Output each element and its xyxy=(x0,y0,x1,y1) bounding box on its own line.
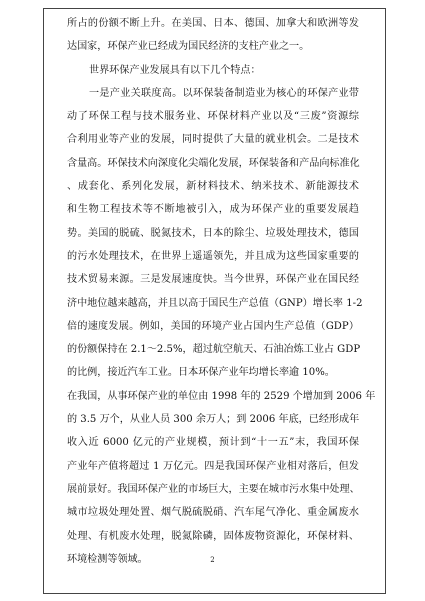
text-line: 城市垃圾处理处置、烟气脱硫脱硝、汽车尾气净化、重金属废水 xyxy=(67,507,359,519)
text-line: 和生物工程技术等不断地被引入，成为环保产业的重要发展趋 xyxy=(67,204,359,216)
text-line: 一是产业关联度高。以环保装备制造业为核心的环保产业带 xyxy=(89,87,359,99)
text-line: 动了环保工程与技术服务业、环保材料产业以及“三废”资源综 xyxy=(67,111,359,123)
text-line: 合利用业等产业的发展，同时提供了大量的就业机会。二是技术 xyxy=(67,134,359,146)
text-line: 环境检测等领域。 xyxy=(67,553,148,565)
page-number: 2 xyxy=(210,556,215,564)
text-line: 达国家，环保产业已经成为国民经济的支柱产业之一。 xyxy=(67,41,310,53)
text-line: 处理、有机废水处理，脱氮除磷，固体废物资源化，环保材料、 xyxy=(67,530,359,542)
document-body xyxy=(67,12,376,571)
text-line: 产业年产值将超过 1 万亿元。四是我国环保产业相对落后，但发 xyxy=(67,460,359,472)
text-line: 在我国，从事环保产业的单位由 1998 年的 2529 个增加到 2006 年 xyxy=(67,390,376,402)
text-line: 倍的速度发展。例如，美国的环境产业占国内生产总值（GDP） xyxy=(67,320,359,332)
section-heading: 世界环保产业发展具有以下几个特点： xyxy=(89,64,261,76)
text-line: 含量高。环保技术向深度化尖端化发展，环保装备和产品向标准化 xyxy=(67,157,360,169)
text-line: 的份额保持在 2.1～2.5%，超过航空航天、石油冶炼工业占 GDP xyxy=(67,344,361,356)
text-line: 技术贸易来源。三是发展速度快。当今世界，环保产业在国民经 xyxy=(67,274,359,286)
text-line: 、成套化、系列化发展，新材料技术、纳米技术、新能源技术 xyxy=(67,181,359,193)
text-line: 展前景好。我国环保产业的市场巨大，主要在城市污水集中处理、 xyxy=(67,483,360,495)
text-line: 济中地位越来越高，并且以高于国民生产总值（GNP）增长率 1-2 xyxy=(67,297,363,309)
text-line: 的比例，接近汽车工业。日本环保产业年均增长率逾 10%。 xyxy=(67,367,335,379)
text-line: 势。美国的脱硫、脱氮技术，日本的除尘、垃圾处理技术，德国 xyxy=(67,227,359,239)
text-line: 的污水处理技术，在世界上遥遥领先，并且成为这些国家重要的 xyxy=(67,250,359,262)
text-line: 所占的份额不断上升。在美国、日本、德国、加拿大和欧洲等发 xyxy=(67,18,359,29)
text-line: 收入近 6000 亿元的产业规模，预计到“十一五”末，我国环保 xyxy=(67,437,359,449)
text-line: 的 3.5 万个，从业人员 300 余万人；到 2006 年底，已经形成年 xyxy=(67,414,360,426)
